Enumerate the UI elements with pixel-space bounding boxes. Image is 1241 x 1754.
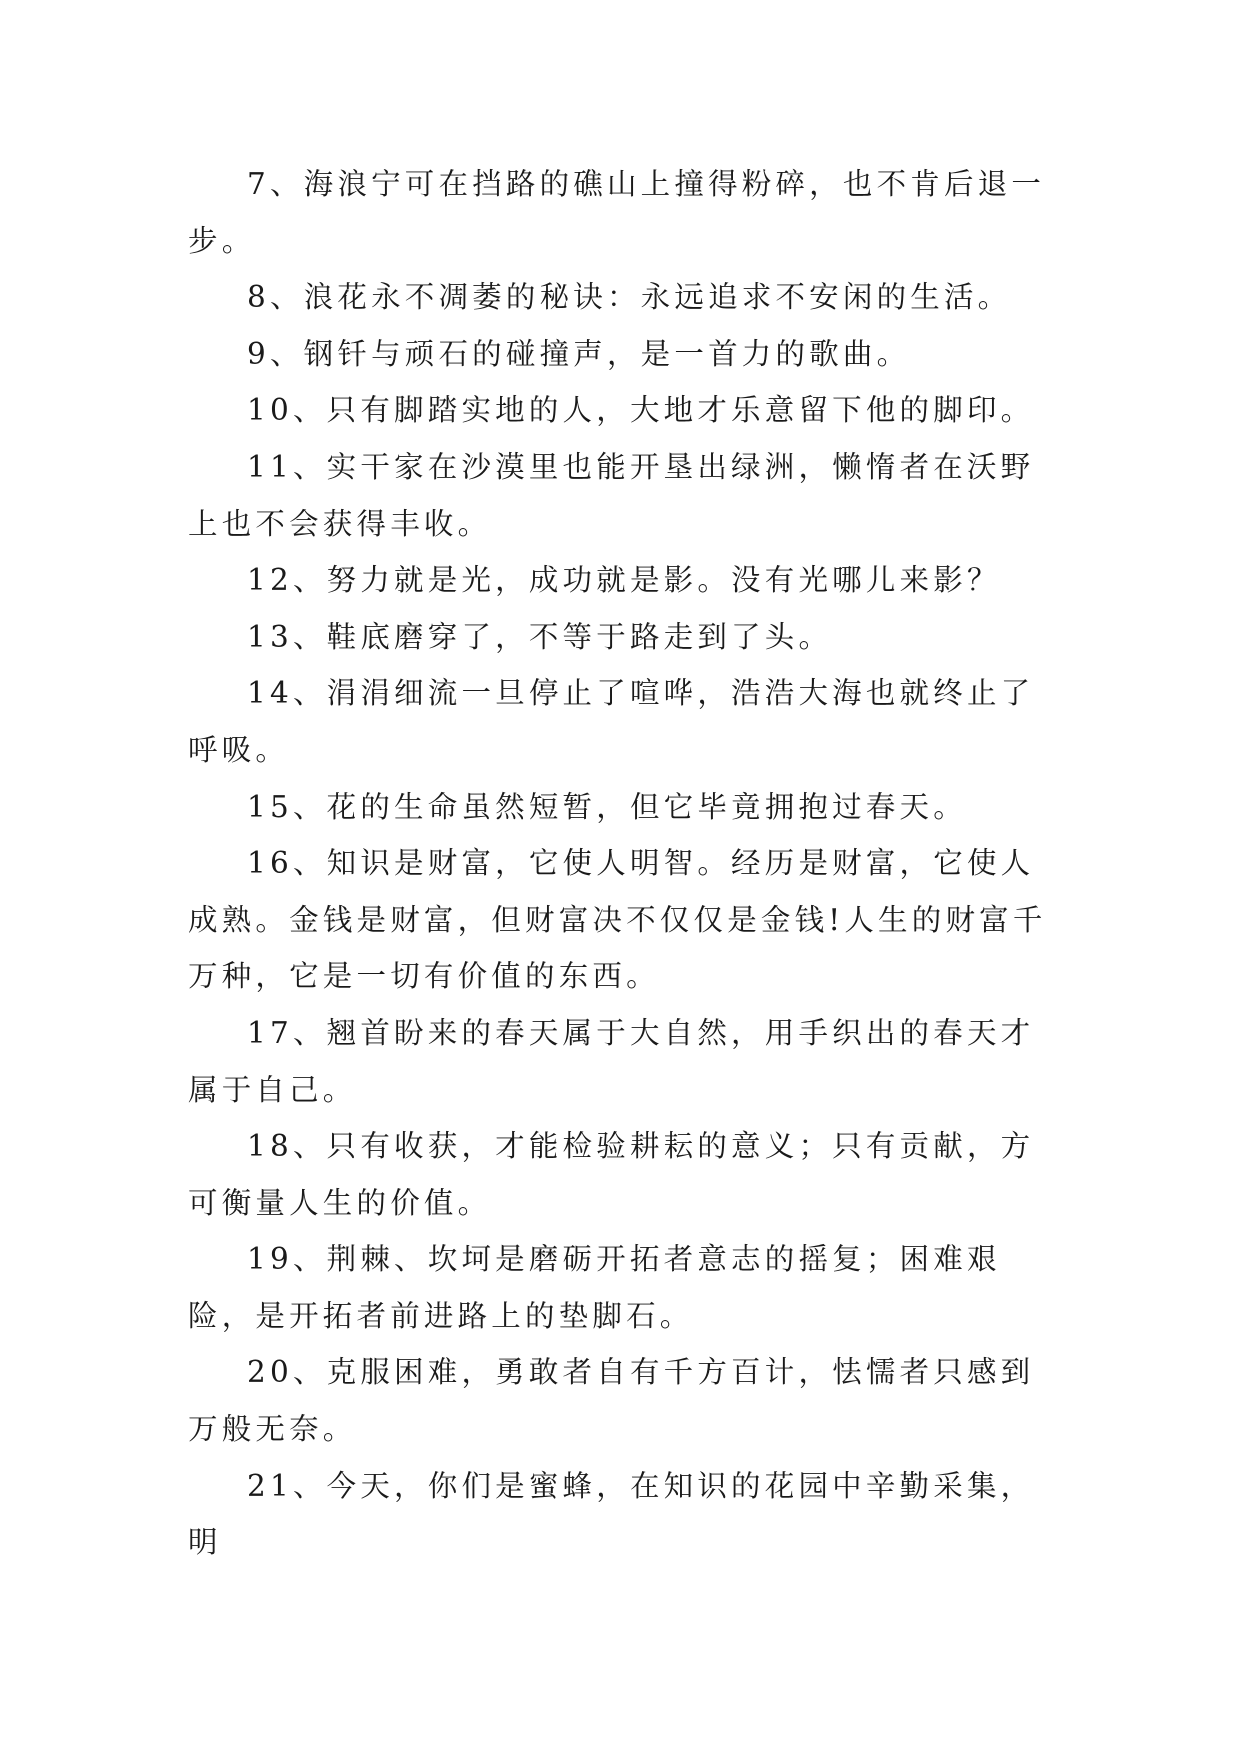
paragraph-18: 18、只有收获，才能检验耕耘的意义；只有贡献，方可衡量人生的价值。	[188, 1129, 1035, 1220]
document-body	[188, 156, 1068, 1571]
paragraph-9: 9、钢钎与顽石的碰撞声，是一首力的歌曲。	[247, 336, 911, 371]
paragraph-10: 10、只有脚踏实地的人，大地才乐意留下他的脚印。	[247, 393, 1035, 428]
paragraph-8: 8、浪花永不凋萎的秘诀：永远追求不安闲的生活。	[247, 280, 1012, 315]
paragraph-11: 11、实干家在沙漠里也能开垦出绿洲，懒惰者在沃野上也不会获得丰收。	[188, 449, 1035, 541]
paragraph-20: 20、克服困难，勇敢者自有千方百计，怯懦者只感到万般无奈。	[188, 1355, 1035, 1447]
paragraph-15: 15、花的生命虽然短暂，但它毕竟拥抱过春天。	[247, 789, 967, 824]
paragraph-13: 13、鞋底磨穿了，不等于路走到了头。	[247, 619, 833, 654]
paragraph-17: 17、翘首盼来的春天属于大自然，用手织出的春天才属于自己。	[188, 1015, 1035, 1107]
paragraph-21: 21、今天，你们是蜜蜂，在知识的花园中辛勤采集，明	[188, 1468, 1035, 1560]
paragraph-16: 16、知识是财富，它使人明智。经历是财富，它使人成熟。金钱是财富，但财富决不仅仅是金钱!人生的财富千万种，它是一切有价值的东西。	[188, 846, 1047, 994]
paragraph-14: 14、涓涓细流一旦停止了喧哗，浩浩大海也就终止了呼吸。	[188, 676, 1035, 767]
paragraph-12: 12、努力就是光，成功就是影。没有光哪儿来影？	[247, 563, 1001, 598]
paragraph-7: 7、海浪宁可在挡路的礁山上撞得粉碎，也不肯后退一步。	[188, 167, 1046, 258]
paragraph-19: 19、荆棘、坎坷是磨砺开拓者意志的摇复；困难艰险，是开拓者前进路上的垫脚石。	[188, 1242, 1001, 1333]
